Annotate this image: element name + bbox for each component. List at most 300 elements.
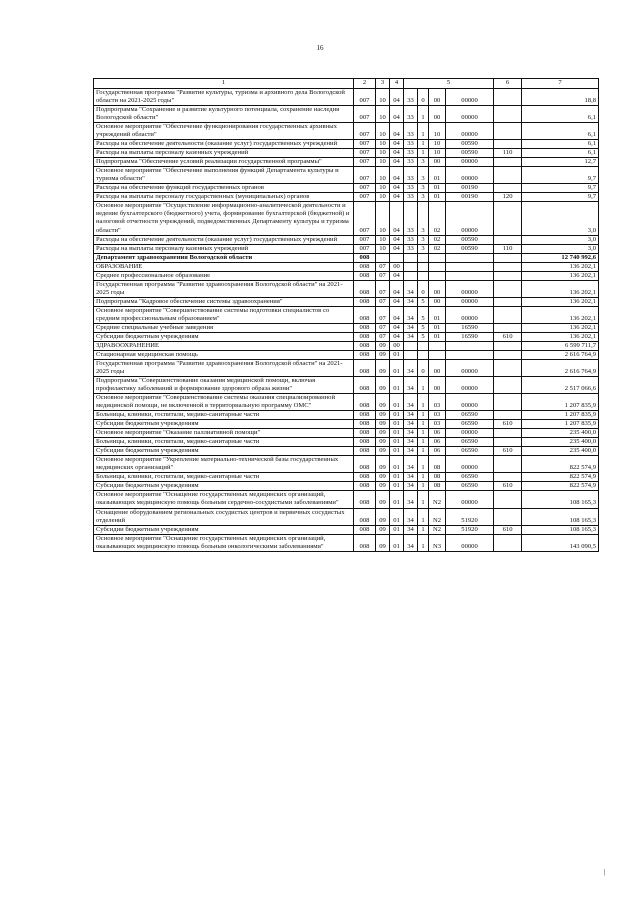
expense-type-code-cell [494, 491, 522, 508]
expense-type-code-cell [494, 377, 522, 394]
expense-type-code-cell [494, 508, 522, 525]
section-code-cell: 09 [376, 456, 390, 473]
ved-code-cell: 008 [354, 482, 376, 491]
expense-type-code-cell: 610 [494, 420, 522, 429]
expense-type-code-cell [494, 350, 522, 359]
ved-code-cell: 007 [354, 235, 376, 244]
section-code-cell: 09 [376, 359, 390, 376]
target-article-direction-cell: 00190 [446, 193, 494, 202]
section-code-cell: 09 [376, 341, 390, 350]
amount-cell: 136 202,1 [522, 332, 599, 341]
ved-code-cell: 007 [354, 106, 376, 123]
target-article-subprogram-cell: 1 [418, 411, 429, 420]
ved-code-cell: 008 [354, 420, 376, 429]
target-article-direction-cell: 00000 [446, 89, 494, 106]
target-article-program-cell: 33 [404, 140, 418, 149]
ved-code-cell: 007 [354, 167, 376, 184]
subsection-code-cell: 04 [390, 167, 404, 184]
expense-type-code-cell: 610 [494, 447, 522, 456]
target-article-program-cell: 33 [404, 167, 418, 184]
subsection-code-cell: 01 [390, 394, 404, 411]
section-code-cell: 07 [376, 306, 390, 323]
section-code-cell: 09 [376, 377, 390, 394]
subsection-code-cell: 01 [390, 438, 404, 447]
amount-cell: 1 207 835,9 [522, 420, 599, 429]
subsection-code-cell: 04 [390, 332, 404, 341]
table-row [94, 306, 599, 323]
row-name-cell: Больницы, клиники, госпитали, медико-санитарные части [94, 473, 354, 482]
target-article-measure-cell: 06 [429, 447, 446, 456]
row-name-cell: Расходы на выплаты персоналу казенных учреждений [94, 149, 354, 158]
expense-type-code-cell: 610 [494, 482, 522, 491]
target-article-program-cell: 34 [404, 438, 418, 447]
header-cell: 1 [94, 79, 354, 89]
expense-type-code-cell: 610 [494, 525, 522, 534]
expense-type-code-cell [494, 297, 522, 306]
table-row [94, 332, 599, 341]
subsection-code-cell: 04 [390, 271, 404, 280]
section-code-cell: 09 [376, 411, 390, 420]
row-name-cell: Основное мероприятие "Осуществление информационно-аналитической деятельности и ведение бухгалтерского (бюджетного) учета, формирование бухгалтерской (бюджетной) и налоговой отчетности учреждений, подведомственных Департаменту культуры и туризма области" [94, 202, 354, 235]
target-article-measure-cell [429, 341, 446, 350]
target-article-program-cell: 33 [404, 106, 418, 123]
row-name-cell: Больницы, клиники, госпитали, медико-санитарные части [94, 411, 354, 420]
header-cell: 6 [494, 79, 522, 89]
header-row [94, 79, 599, 89]
row-name-cell: Расходы на обеспечение деятельности (оказание услуг) государственных учреждений [94, 235, 354, 244]
target-article-measure-cell: 01 [429, 184, 446, 193]
target-article-direction-cell: 06590 [446, 438, 494, 447]
target-article-subprogram-cell: 1 [418, 106, 429, 123]
ved-code-cell: 007 [354, 184, 376, 193]
target-article-subprogram-cell: 1 [418, 149, 429, 158]
amount-cell: 822 574,9 [522, 456, 599, 473]
target-article-subprogram-cell [418, 341, 429, 350]
amount-cell: 3,0 [522, 202, 599, 235]
target-article-program-cell: 33 [404, 193, 418, 202]
section-code-cell: 10 [376, 193, 390, 202]
target-article-subprogram-cell: 1 [418, 473, 429, 482]
section-code-cell: 10 [376, 235, 390, 244]
ved-code-cell: 008 [354, 297, 376, 306]
target-article-subprogram-cell: 1 [418, 438, 429, 447]
target-article-direction-cell: 00000 [446, 158, 494, 167]
target-article-direction-cell: 06590 [446, 482, 494, 491]
section-code-cell: 07 [376, 297, 390, 306]
amount-cell: 18,8 [522, 89, 599, 106]
amount-cell: 136 202,1 [522, 271, 599, 280]
subsection-code-cell: 01 [390, 456, 404, 473]
section-code-cell: 10 [376, 123, 390, 140]
ved-code-cell: 008 [354, 323, 376, 332]
expense-type-code-cell [494, 184, 522, 193]
ved-code-cell: 008 [354, 350, 376, 359]
table-row [94, 280, 599, 297]
target-article-direction-cell: 00000 [446, 297, 494, 306]
target-article-measure-cell: 00 [429, 89, 446, 106]
section-code-cell: 09 [376, 420, 390, 429]
row-name-cell: Расходы на выплаты персоналу государственных (муниципальных) органов [94, 193, 354, 202]
target-article-subprogram-cell: 5 [418, 297, 429, 306]
subsection-code-cell: 04 [390, 323, 404, 332]
amount-cell: 9,7 [522, 167, 599, 184]
target-article-direction-cell: 00000 [446, 377, 494, 394]
row-name-cell: Основное мероприятие "Оснащение государственных медицинских организаций, оказывающих медицинскую помощь больным онкологическими заболеваниями" [94, 534, 354, 551]
target-article-program-cell: 34 [404, 359, 418, 376]
row-name-cell: Основное мероприятие "Совершенствование системы оказания специализированной медицинской помощи, не включенной в территориальную программу ОМС" [94, 394, 354, 411]
subsection-code-cell: 01 [390, 377, 404, 394]
amount-cell: 136 202,1 [522, 323, 599, 332]
amount-cell: 2 616 764,9 [522, 350, 599, 359]
expense-type-code-cell [494, 253, 522, 262]
amount-cell: 2 616 764,9 [522, 359, 599, 376]
table-row [94, 350, 599, 359]
target-article-program-cell: 34 [404, 429, 418, 438]
expense-type-code-cell [494, 359, 522, 376]
row-name-cell: Стационарная медицинская помощь [94, 350, 354, 359]
target-article-program-cell: 34 [404, 411, 418, 420]
target-article-program-cell: 34 [404, 534, 418, 551]
target-article-program-cell: 34 [404, 280, 418, 297]
row-name-cell: Расходы на обеспечение функций государственных органов [94, 184, 354, 193]
row-name-cell: Среднее профессиональное образование [94, 271, 354, 280]
subsection-code-cell: 01 [390, 420, 404, 429]
table-row [94, 193, 599, 202]
target-article-measure-cell: 00 [429, 280, 446, 297]
ved-code-cell: 007 [354, 123, 376, 140]
amount-cell: 9,7 [522, 184, 599, 193]
amount-cell: 108 165,3 [522, 525, 599, 534]
expense-type-code-cell: 120 [494, 193, 522, 202]
target-article-subprogram-cell: 1 [418, 140, 429, 149]
expense-type-code-cell [494, 271, 522, 280]
target-article-direction-cell: 00000 [446, 429, 494, 438]
ved-code-cell: 008 [354, 429, 376, 438]
target-article-program-cell: 34 [404, 508, 418, 525]
target-article-measure-cell: 02 [429, 244, 446, 253]
subsection-code-cell: 00 [390, 341, 404, 350]
amount-cell: 235 400,0 [522, 429, 599, 438]
amount-cell: 6,1 [522, 123, 599, 140]
target-article-subprogram-cell: 1 [418, 508, 429, 525]
section-code-cell: 09 [376, 508, 390, 525]
amount-cell: 6,1 [522, 149, 599, 158]
subsection-code-cell: 04 [390, 235, 404, 244]
expense-type-code-cell [494, 534, 522, 551]
subsection-code-cell: 04 [390, 280, 404, 297]
target-article-subprogram-cell: 0 [418, 89, 429, 106]
subsection-code-cell: 01 [390, 411, 404, 420]
target-article-subprogram-cell: 3 [418, 158, 429, 167]
target-article-measure-cell: 06 [429, 438, 446, 447]
target-article-program-cell [404, 341, 418, 350]
expense-type-code-cell [494, 306, 522, 323]
table-row [94, 456, 599, 473]
header-cell: 3 [376, 79, 390, 89]
subsection-code-cell: 04 [390, 193, 404, 202]
amount-cell: 108 165,3 [522, 491, 599, 508]
row-name-cell: Больницы, клиники, госпитали, медико-санитарные части [94, 438, 354, 447]
ved-code-cell: 008 [354, 253, 376, 262]
table-row [94, 262, 599, 271]
target-article-measure-cell [429, 262, 446, 271]
target-article-program-cell: 33 [404, 89, 418, 106]
amount-cell: 136 202,1 [522, 262, 599, 271]
target-article-subprogram-cell [418, 262, 429, 271]
row-name-cell: ЗДРАВООХРАНЕНИЕ [94, 341, 354, 350]
ved-code-cell: 008 [354, 332, 376, 341]
expense-type-code-cell [494, 262, 522, 271]
ved-code-cell: 008 [354, 280, 376, 297]
target-article-subprogram-cell: 1 [418, 420, 429, 429]
section-code-cell: 07 [376, 280, 390, 297]
table-row [94, 429, 599, 438]
target-article-measure-cell: 03 [429, 420, 446, 429]
target-article-program-cell: 34 [404, 456, 418, 473]
target-article-direction-cell: 51920 [446, 525, 494, 534]
table-row [94, 184, 599, 193]
ved-code-cell: 008 [354, 438, 376, 447]
header-cell: 4 [390, 79, 404, 89]
amount-cell: 136 202,1 [522, 297, 599, 306]
target-article-direction-cell [446, 253, 494, 262]
row-name-cell: Основное мероприятие "Совершенствование системы подготовки специалистов со средним профессиональным образованием" [94, 306, 354, 323]
target-article-program-cell: 33 [404, 123, 418, 140]
target-article-measure-cell: 10 [429, 123, 446, 140]
ved-code-cell: 007 [354, 158, 376, 167]
budget-table [93, 78, 599, 552]
target-article-measure-cell: 01 [429, 167, 446, 184]
row-name-cell: Основное мероприятие "Оснащение государственных медицинских организаций, оказывающих медицинскую помощь больным сердечно-сосудистыми заболеваниями" [94, 491, 354, 508]
target-article-direction-cell: 00190 [446, 184, 494, 193]
target-article-direction-cell: 06590 [446, 473, 494, 482]
expense-type-code-cell [494, 411, 522, 420]
target-article-subprogram-cell: 5 [418, 306, 429, 323]
row-name-cell: Субсидии бюджетным учреждениям [94, 525, 354, 534]
subsection-code-cell: 04 [390, 184, 404, 193]
amount-cell: 1 207 835,9 [522, 394, 599, 411]
target-article-direction-cell: 00000 [446, 280, 494, 297]
amount-cell: 3,0 [522, 235, 599, 244]
expense-type-code-cell [494, 158, 522, 167]
target-article-measure-cell: 00 [429, 158, 446, 167]
table-row [94, 271, 599, 280]
row-name-cell: Подпрограмма "Сохранение и развитие культурного потенциала, сохранение наследия Вологодской области" [94, 106, 354, 123]
row-name-cell: Государственная программа "Развитие здравоохранения Вологодской области" на 2021-2025 годы [94, 359, 354, 376]
table-row [94, 377, 599, 394]
expense-type-code-cell [494, 341, 522, 350]
target-article-measure-cell: 01 [429, 332, 446, 341]
expense-type-code-cell: 610 [494, 332, 522, 341]
target-article-measure-cell: 00 [429, 359, 446, 376]
row-name-cell: Расходы на выплаты персоналу казенных учреждений [94, 244, 354, 253]
section-code-cell: 09 [376, 473, 390, 482]
expense-type-code-cell [494, 323, 522, 332]
target-article-measure-cell: 03 [429, 411, 446, 420]
target-article-subprogram-cell: 1 [418, 447, 429, 456]
ved-code-cell: 008 [354, 447, 376, 456]
section-code-cell: 09 [376, 491, 390, 508]
amount-cell: 6,1 [522, 106, 599, 123]
amount-cell: 6 599 711,7 [522, 341, 599, 350]
section-code-cell: 10 [376, 158, 390, 167]
expense-type-code-cell [494, 429, 522, 438]
target-article-subprogram-cell: 3 [418, 193, 429, 202]
target-article-subprogram-cell: 3 [418, 202, 429, 235]
target-article-direction-cell: 00590 [446, 140, 494, 149]
section-code-cell: 09 [376, 394, 390, 411]
table-row [94, 123, 599, 140]
target-article-program-cell: 34 [404, 394, 418, 411]
expense-type-code-cell [494, 473, 522, 482]
ved-code-cell: 008 [354, 271, 376, 280]
target-article-program-cell: 33 [404, 202, 418, 235]
subsection-code-cell: 04 [390, 106, 404, 123]
expense-type-code-cell [494, 438, 522, 447]
table-row [94, 323, 599, 332]
row-name-cell: Расходы на обеспечение деятельности (оказание услуг) государственных учреждений [94, 140, 354, 149]
expense-type-code-cell [494, 280, 522, 297]
target-article-measure-cell: N3 [429, 534, 446, 551]
table-row [94, 149, 599, 158]
target-article-program-cell: 34 [404, 473, 418, 482]
header-cell: 7 [522, 79, 599, 89]
section-code-cell: 09 [376, 438, 390, 447]
amount-cell: 6,1 [522, 140, 599, 149]
target-article-direction-cell: 00000 [446, 202, 494, 235]
table-row [94, 525, 599, 534]
ved-code-cell: 008 [354, 341, 376, 350]
table-row [94, 420, 599, 429]
expense-type-code-cell [494, 123, 522, 140]
expense-type-code-cell [494, 167, 522, 184]
header-cell: 2 [354, 79, 376, 89]
table-row [94, 491, 599, 508]
target-article-measure-cell: 08 [429, 482, 446, 491]
amount-cell: 12,7 [522, 158, 599, 167]
row-name-cell: Основное мероприятие "Обеспечение выполнения функций Департамента культуры и туризма области" [94, 167, 354, 184]
target-article-measure-cell: 00 [429, 106, 446, 123]
target-article-subprogram-cell: 1 [418, 456, 429, 473]
target-article-direction-cell: 00000 [446, 106, 494, 123]
section-code-cell: 07 [376, 271, 390, 280]
table-row [94, 411, 599, 420]
target-article-direction-cell: 00590 [446, 235, 494, 244]
section-code-cell: 10 [376, 140, 390, 149]
target-article-direction-cell: 00000 [446, 534, 494, 551]
ved-code-cell: 007 [354, 193, 376, 202]
target-article-subprogram-cell: 3 [418, 244, 429, 253]
section-code-cell: 10 [376, 167, 390, 184]
target-article-subprogram-cell: 0 [418, 280, 429, 297]
ved-code-cell: 008 [354, 456, 376, 473]
row-name-cell: Подпрограмма "Кадровое обеспечение системы здравоохранения" [94, 297, 354, 306]
ved-code-cell: 008 [354, 491, 376, 508]
target-article-subprogram-cell: 3 [418, 184, 429, 193]
section-code-cell: 09 [376, 447, 390, 456]
section-code-cell: 10 [376, 244, 390, 253]
target-article-subprogram-cell: 1 [418, 534, 429, 551]
section-code-cell [376, 253, 390, 262]
target-article-program-cell: 33 [404, 244, 418, 253]
target-article-measure-cell: 01 [429, 323, 446, 332]
subsection-code-cell: 04 [390, 140, 404, 149]
target-article-measure-cell: N2 [429, 508, 446, 525]
target-article-subprogram-cell: 1 [418, 377, 429, 394]
target-article-measure-cell: 03 [429, 394, 446, 411]
subsection-code-cell: 01 [390, 429, 404, 438]
subsection-code-cell: 04 [390, 306, 404, 323]
row-name-cell: Государственная программа "Развитие здравоохранения Вологодской области" на 2021-2025 годы [94, 280, 354, 297]
row-name-cell: Субсидии бюджетным учреждениям [94, 447, 354, 456]
target-article-program-cell: 34 [404, 447, 418, 456]
expense-type-code-cell [494, 106, 522, 123]
ved-code-cell: 008 [354, 411, 376, 420]
subsection-code-cell: 01 [390, 473, 404, 482]
ved-code-cell: 008 [354, 508, 376, 525]
section-code-cell: 07 [376, 262, 390, 271]
section-code-cell: 09 [376, 429, 390, 438]
target-article-direction-cell: 06590 [446, 447, 494, 456]
amount-cell: 235 400,0 [522, 447, 599, 456]
subsection-code-cell: 01 [390, 359, 404, 376]
section-code-cell: 09 [376, 534, 390, 551]
amount-cell: 822 574,9 [522, 482, 599, 491]
table-row [94, 447, 599, 456]
target-article-program-cell [404, 262, 418, 271]
target-article-direction-cell: 16590 [446, 323, 494, 332]
target-article-measure-cell: 02 [429, 202, 446, 235]
expense-type-code-cell [494, 202, 522, 235]
header-cell: 5 [404, 79, 494, 89]
target-article-measure-cell: 10 [429, 140, 446, 149]
target-article-program-cell: 33 [404, 158, 418, 167]
target-article-direction-cell [446, 262, 494, 271]
row-name-cell: Основное мероприятие "Обеспечение функционирования государственных архивных учреждений области" [94, 123, 354, 140]
table-row [94, 297, 599, 306]
amount-cell: 3,0 [522, 244, 599, 253]
ved-code-cell: 007 [354, 202, 376, 235]
expense-type-code-cell: 110 [494, 244, 522, 253]
ved-code-cell: 007 [354, 89, 376, 106]
subsection-code-cell: 01 [390, 350, 404, 359]
target-article-measure-cell: 02 [429, 235, 446, 244]
target-article-program-cell: 34 [404, 297, 418, 306]
amount-cell: 136 202,1 [522, 280, 599, 297]
amount-cell: 108 165,3 [522, 508, 599, 525]
table-row [94, 106, 599, 123]
ved-code-cell: 008 [354, 262, 376, 271]
target-article-subprogram-cell: 1 [418, 394, 429, 411]
target-article-direction-cell: 00590 [446, 244, 494, 253]
target-article-subprogram-cell: 1 [418, 525, 429, 534]
amount-cell: 235 400,0 [522, 438, 599, 447]
subsection-code-cell: 01 [390, 525, 404, 534]
target-article-subprogram-cell: 3 [418, 235, 429, 244]
row-name-cell: Субсидии бюджетным учреждениям [94, 332, 354, 341]
row-name-cell: Субсидии бюджетным учреждениям [94, 482, 354, 491]
row-name-cell: Подпрограмма "Совершенствование оказания медицинской помощи, включая профилактику заболеваний и формирование здорового образа жизни" [94, 377, 354, 394]
ved-code-cell: 008 [354, 525, 376, 534]
table-row [94, 482, 599, 491]
target-article-subprogram-cell [418, 271, 429, 280]
target-article-direction-cell [446, 350, 494, 359]
table-row [94, 89, 599, 106]
ved-code-cell: 007 [354, 244, 376, 253]
expense-type-code-cell: 110 [494, 149, 522, 158]
section-code-cell: 07 [376, 332, 390, 341]
table-row [94, 253, 599, 262]
